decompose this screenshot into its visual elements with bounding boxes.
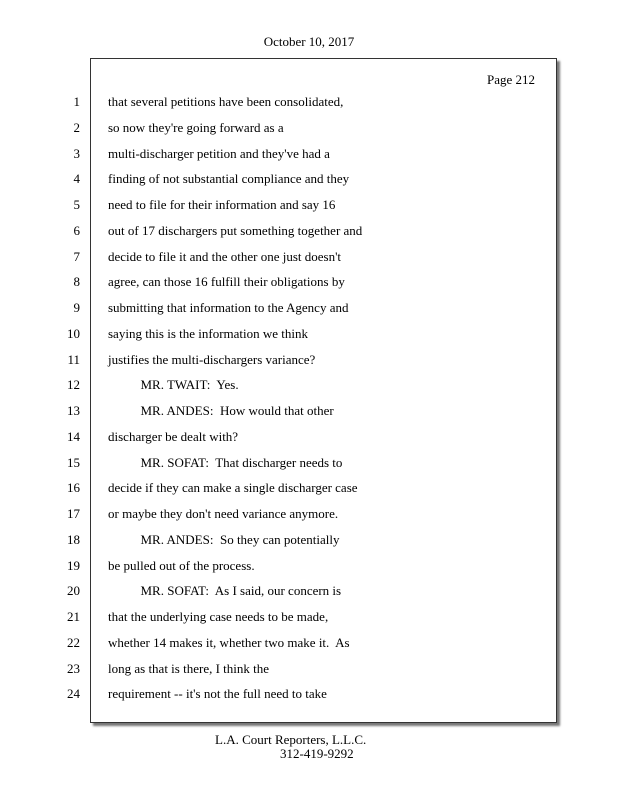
transcript-line: agree, can those 16 fulfill their obligations by (108, 274, 345, 290)
transcript-line: that the underlying case needs to be made, (108, 609, 329, 624)
transcript-line: MR. TWAIT: Yes. (108, 377, 239, 393)
transcript-line: decide if they can make a single discharger case (108, 480, 358, 496)
line-number: 16 (67, 480, 80, 496)
line-number: 9 (73, 300, 80, 315)
transcript-line: be pulled out of the process. (108, 557, 255, 573)
line-number: 10 (67, 325, 80, 341)
transcript-line: requirement -- it's not the full need to take (108, 686, 327, 702)
line-number: 13 (67, 403, 80, 418)
transcript-line: justifies the multi-dischargers variance? (108, 351, 316, 367)
line-number: 11 (67, 351, 80, 367)
transcript-line: MR. SOFAT: As I said, our concern is (108, 583, 342, 599)
transcript-line: discharger be dealt with? (108, 428, 239, 444)
footer-company: L.A. Court Reporters, L.L.C. (215, 732, 367, 747)
transcript-line: need to file for their information and say 16 (108, 197, 336, 212)
line-number: 14 (67, 428, 80, 444)
line-number: 23 (67, 660, 80, 676)
line-number: 18 (67, 531, 80, 547)
transcript-line: whether 14 makes it, whether two make it. As (108, 634, 350, 650)
transcript-line: long as that is there, I think the (108, 660, 270, 676)
transcript-line: or maybe they don't need variance anymore. (108, 506, 339, 521)
line-number: 12 (67, 377, 80, 393)
transcript-line: MR. ANDES: How would that other (108, 403, 334, 418)
line-number: 22 (67, 634, 80, 650)
transcript-line: finding of not substantial compliance and they (108, 171, 350, 187)
transcript-line: multi-discharger petition and they've had a (108, 145, 330, 161)
line-number: 24 (67, 686, 80, 702)
line-number: 17 (67, 506, 80, 521)
transcript-line: decide to file it and the other one just doesn't (108, 248, 342, 264)
line-number: 21 (67, 609, 80, 624)
transcript-text (108, 95, 538, 713)
line-number: 7 (73, 248, 80, 264)
transcript-line: so now they're going forward as a (108, 119, 284, 135)
footer-phone: 312-419-9292 (280, 746, 354, 761)
transcript-line: MR. ANDES: So they can potentially (108, 531, 340, 547)
line-number: 15 (67, 454, 80, 470)
line-number: 4 (73, 171, 80, 187)
line-number: 2 (73, 119, 80, 135)
transcript-line: out of 17 dischargers put something together and (108, 222, 363, 238)
transcript-line: saying this is the information we think (108, 325, 309, 341)
line-number: 19 (67, 557, 80, 573)
header-date: October 10, 2017 (263, 34, 355, 49)
line-number: 20 (67, 583, 80, 599)
transcript-line: submitting that information to the Agency and (108, 300, 349, 315)
transcript-line: that several petitions have been consolidated, (108, 94, 344, 109)
line-number: 6 (73, 222, 80, 238)
line-number-column (60, 95, 80, 713)
line-number: 5 (73, 197, 80, 212)
line-number: 8 (73, 274, 80, 290)
line-number: 3 (73, 145, 80, 161)
page-number: Page 212 (487, 72, 536, 87)
transcript-line: MR. SOFAT: That discharger needs to (108, 454, 343, 470)
line-number: 1 (73, 94, 80, 109)
